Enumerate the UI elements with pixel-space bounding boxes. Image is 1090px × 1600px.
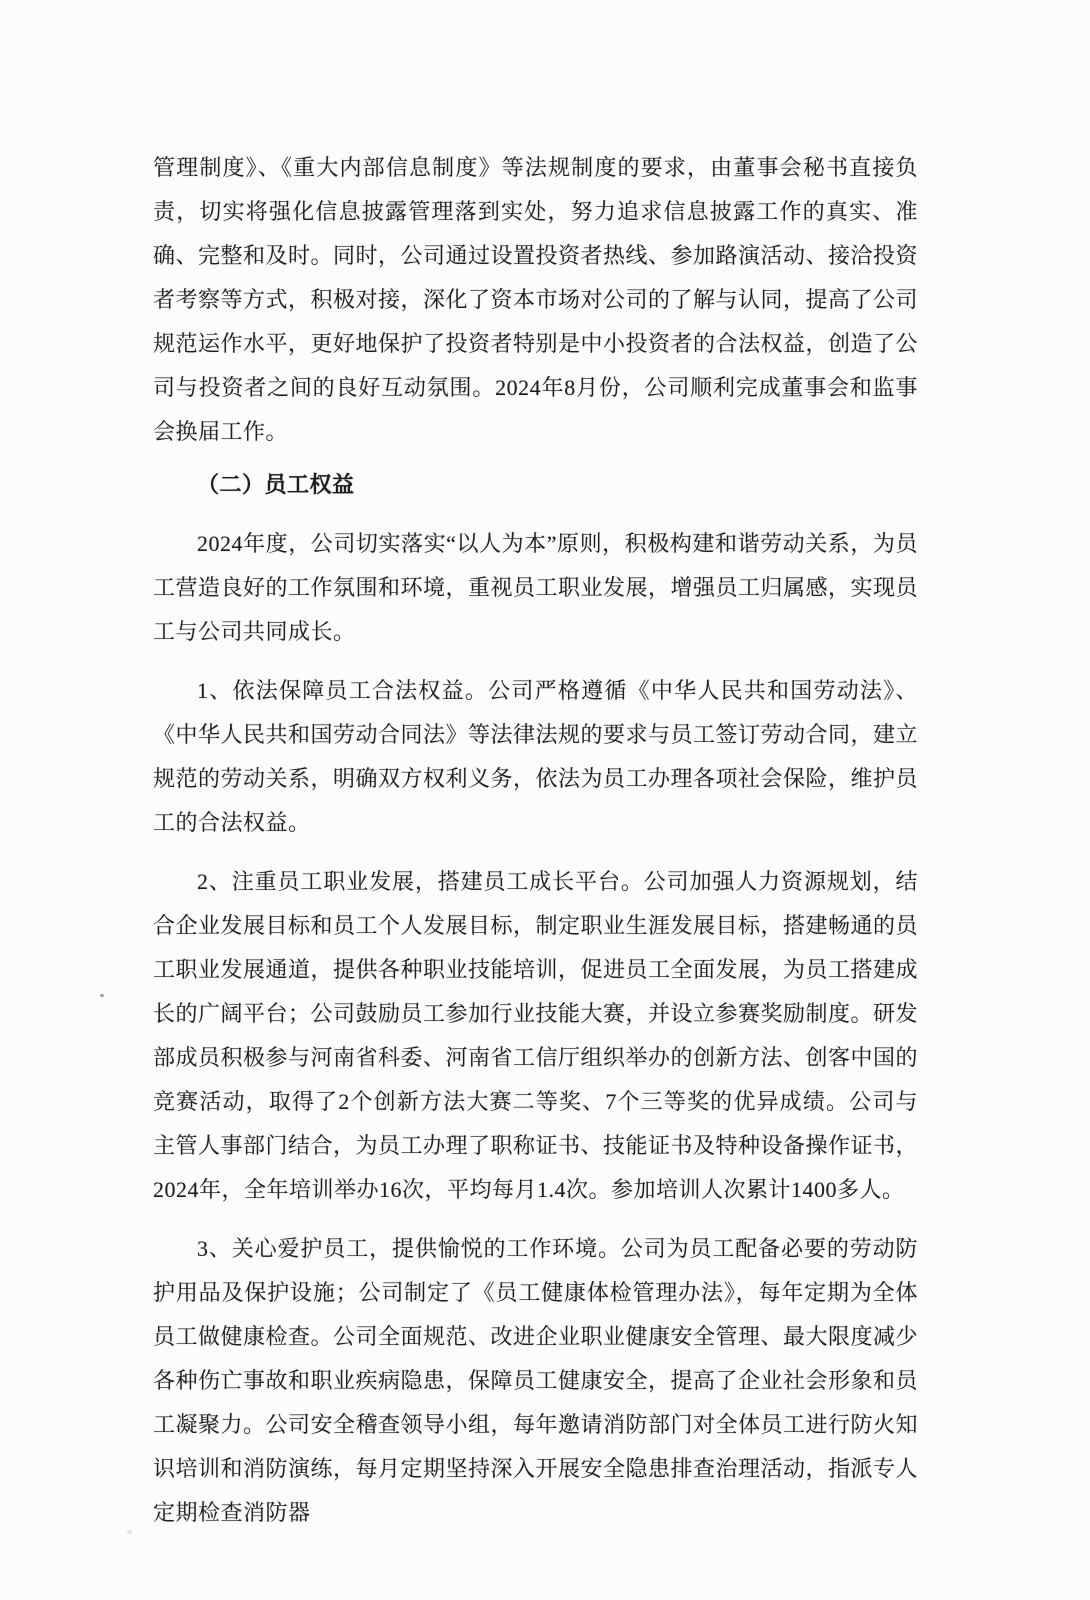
paragraph: 管理制度》、《重大内部信息制度》等法规制度的要求，由董事会秘书直接负责，切实将强化信息披露管理落到实处，努力追求信息披露工作的真实、准确、完整和及时。同时，公司通过设置投资者热线、参加路演活动、接洽投资者考察等方式，积极对接，深化了资本市场对公司的了解与认同，提高了公司规范运作水平，更好地保护了投资者特别是中小投资者的合法权益，创造了公司与投资者之间的良好互动氛围。2024年8月份，公司顺利完成董事会和监事会换届工作。	[153, 155, 919, 444]
scan-speck	[127, 1530, 132, 1534]
scan-speck	[100, 994, 104, 997]
paragraph: 2、注重员工职业发展，搭建员工成长平台。公司加强人力资源规划，结合企业发展目标和员工个人发展目标，制定职业生涯发展目标，搭建畅通的员工职业发展通道，提供各种职业技能培训，促进员工全面发展，为员工搭建成长的广阔平台；公司鼓励员工参加行业技能大赛，并设立参赛奖励制度。研发部成员积极参与河南省科委、河南省工信厅组织举办的创新方法、创客中国的竞赛活动，取得了2个创新方法大赛二等奖、7个三等奖的优异成绩。公司与主管人事部门结合，为员工办理了职称证书、技能证书及特种设备操作证书，2024年，全年培训举办16次，平均每月1.4次。参加培训人次累计1400多人。	[153, 869, 919, 1202]
paragraph: 3、关心爱护员工，提供愉悦的工作环境。公司为员工配备必要的劳动防护用品及保护设施；公司制定了《员工健康体检管理办法》，每年定期为全体员工做健康检查。公司全面规范、改进企业职业健康安全管理、最大限度减少各种伤亡事故和职业疾病隐患，保障员工健康安全，提高了企业社会形象和员工凝聚力。公司安全稽查领导小组，每年邀请消防部门对全体员工进行防火知识培训和消防演练，每月定期坚持深入开展安全隐患排查治理活动，指派专人定期检查消防器	[153, 1236, 919, 1525]
paragraph: 2024年度，公司切实落实“以人为本”原则，积极构建和谐劳动关系，为员工营造良好的工作氛围和环境，重视员工职业发展，增强员工归属感，实现员工与公司共同成长。	[153, 531, 919, 644]
paragraph: 1、依法保障员工合法权益。公司严格遵循《中华人民共和国劳动法》、《中华人民共和国劳动合同法》等法律法规的要求与员工签订劳动合同，建立规范的劳动关系，明确双方权利义务，依法为员工办理各项社会保险，维护员工的合法权益。	[153, 678, 919, 835]
section-heading: （二）员工权益	[197, 472, 355, 497]
page-body	[153, 146, 918, 1535]
